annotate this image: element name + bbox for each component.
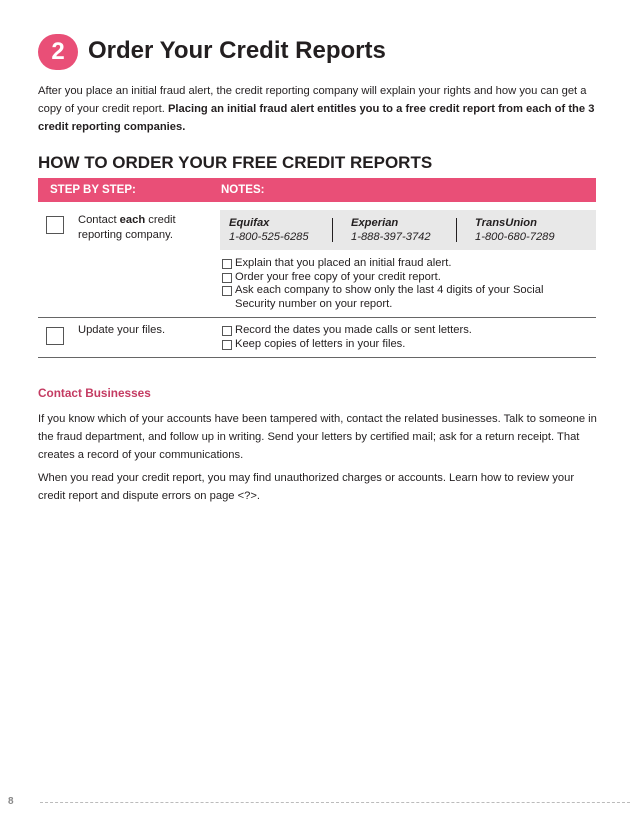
company-phone: 1-800-525-6285 — [229, 231, 309, 243]
note-checkbox[interactable] — [222, 286, 232, 296]
note-text: Explain that you placed an initial fraud alert. — [235, 257, 452, 269]
note-text: Ask each company to show only the last 4 digits of your Social Security number on your report. — [235, 284, 544, 310]
column-header-step: STEP BY STEP: — [50, 184, 136, 196]
notes-list-update — [222, 324, 582, 351]
company-name: Equifax — [229, 217, 270, 229]
note-checkbox[interactable] — [222, 340, 232, 350]
contact-businesses-paragraph-1: If you know which of your accounts have been tampered with, contact the related businesses. Talk to someone in the fraud department, and follow up in writing. Send your letters by certified mail; ask for a return receipt. That creates a record of your communications. — [38, 413, 597, 461]
column-separator — [456, 218, 457, 242]
company-name: TransUnion — [475, 217, 537, 229]
notes-list-contact — [222, 257, 582, 311]
row-divider — [38, 317, 596, 318]
company-phone: 1-888-397-3742 — [351, 231, 431, 243]
page-title: Order Your Credit Reports — [88, 37, 386, 64]
note-item[interactable] — [222, 324, 582, 338]
step-checkbox-contact[interactable] — [46, 216, 64, 234]
note-item[interactable] — [222, 257, 582, 271]
table-header — [38, 178, 596, 202]
step-text-contact-post: credit reporting company. — [78, 214, 176, 241]
column-header-notes: NOTES: — [221, 184, 265, 196]
company-phone: 1-800-680-7289 — [475, 231, 555, 243]
contact-panel — [220, 210, 596, 250]
intro-text: After you place an initial fraud alert, the credit reporting company will explain your rights and how you can get a copy of your credit report. — [38, 85, 587, 115]
company-transunion — [475, 216, 555, 244]
note-checkbox[interactable] — [222, 273, 232, 283]
step-number-badge: 2 — [38, 34, 78, 70]
section-heading: HOW TO ORDER YOUR FREE CREDIT REPORTS — [38, 153, 433, 172]
intro-bold-text: Placing an initial fraud alert entitles you to a free credit report from each of the 3 credit reporting companies. — [38, 103, 595, 133]
step-text-contact — [78, 213, 188, 243]
note-item[interactable] — [222, 271, 582, 285]
company-name: Experian — [351, 217, 399, 229]
step-text-update: Update your files. — [78, 324, 166, 336]
step-checkbox-update[interactable] — [46, 327, 64, 345]
company-equifax — [229, 216, 309, 244]
contact-businesses-heading: Contact Businesses — [38, 386, 151, 400]
contact-businesses-paragraph-2: When you read your credit report, you may find unauthorized charges or accounts. Learn how to review your credit report and dispute errors on page <?>. — [38, 472, 575, 502]
note-item[interactable] — [222, 338, 582, 352]
table-bottom-divider — [38, 357, 596, 358]
note-text: Order your free copy of your credit report. — [235, 270, 441, 283]
note-checkbox[interactable] — [222, 326, 232, 336]
note-checkbox[interactable] — [222, 259, 232, 269]
note-text: Record the dates you made calls or sent letters. — [235, 324, 472, 336]
step-text-contact-pre: Contact — [78, 214, 120, 226]
note-item[interactable] — [222, 284, 582, 311]
page-number: 8 — [8, 796, 14, 807]
intro-paragraph — [38, 82, 600, 136]
company-experian — [351, 216, 431, 244]
column-separator — [332, 218, 333, 242]
footer-dashed-line — [40, 802, 630, 803]
step-text-contact-bold: each — [119, 214, 146, 226]
note-text: Keep copies of letters in your files. — [235, 337, 406, 350]
